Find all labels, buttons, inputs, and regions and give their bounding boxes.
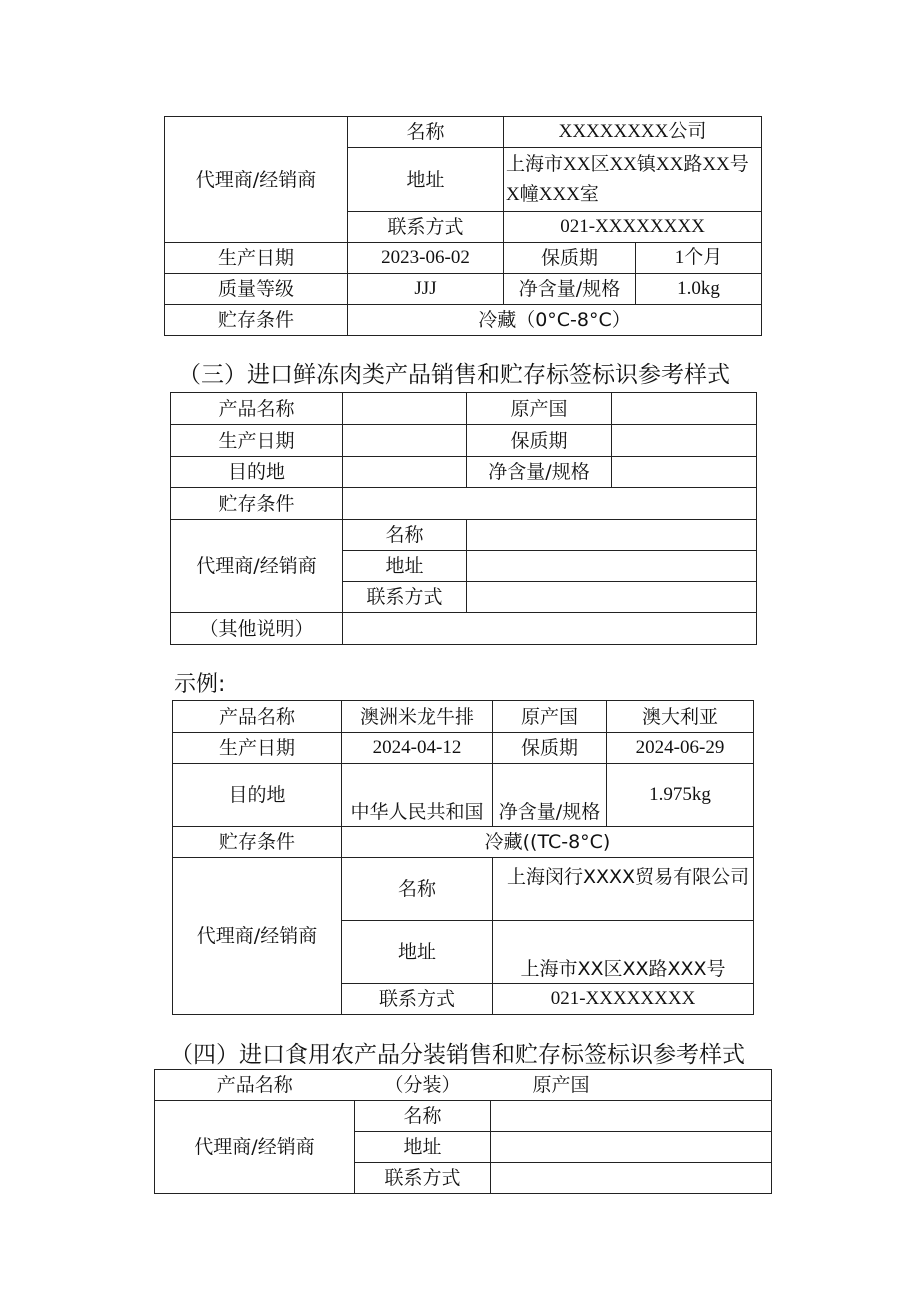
agent-label: 代理商/经销商 bbox=[155, 1101, 355, 1194]
other-notes-label: （其他说明） bbox=[171, 613, 343, 645]
contact-label: 联系方式 bbox=[348, 212, 504, 243]
example-label: 示例: bbox=[174, 672, 226, 697]
contact-value: 021-XXXXXXXX bbox=[504, 212, 762, 243]
contact-label: 联系方式 bbox=[343, 582, 467, 613]
section4-heading: （四）进口食用农产品分装销售和贮存标签标识参考样式 bbox=[170, 1042, 745, 1068]
address-value bbox=[467, 551, 757, 582]
product-name-label: 产品名称 bbox=[155, 1070, 355, 1101]
storage-value: 冷藏（0°C-8°C） bbox=[348, 305, 762, 336]
product-name-label: 产品名称 bbox=[173, 701, 342, 733]
name-value-text: 上海闵行XXXX贸易有限公司 bbox=[507, 866, 750, 888]
name-value bbox=[493, 858, 754, 921]
storage-label: 贮存条件 bbox=[171, 488, 343, 520]
shelf-life-value: 2024-06-29 bbox=[607, 733, 754, 764]
destination-value bbox=[343, 457, 467, 488]
origin-label: 原产国 bbox=[491, 1070, 772, 1101]
agent-label: 代理商/经销商 bbox=[171, 520, 343, 613]
shelf-life-value: 1个月 bbox=[636, 243, 762, 274]
address-label: 地址 bbox=[343, 551, 467, 582]
contact-label: 联系方式 bbox=[355, 1163, 491, 1194]
agent-label: 代理商/经销商 bbox=[165, 117, 348, 243]
section3-heading: （三）进口鲜冻肉类产品销售和贮存标签标识参考样式 bbox=[178, 362, 730, 388]
name-value bbox=[491, 1101, 772, 1132]
shelf-life-value bbox=[612, 425, 757, 457]
name-label: 名称 bbox=[355, 1101, 491, 1132]
destination-label: 目的地 bbox=[173, 764, 342, 827]
name-label: 名称 bbox=[348, 117, 504, 148]
shelf-life-label: 保质期 bbox=[493, 733, 607, 764]
production-date-value bbox=[343, 425, 467, 457]
address-label: 地址 bbox=[355, 1132, 491, 1163]
production-date-value: 2023-06-02 bbox=[348, 243, 504, 274]
origin-value: 澳大利亚 bbox=[607, 701, 754, 733]
contact-value bbox=[491, 1163, 772, 1194]
net-content-value: 1.975kg bbox=[607, 764, 754, 827]
net-content-value: 1.0kg bbox=[636, 274, 762, 305]
storage-value: 冷藏((TC-8°C) bbox=[342, 827, 754, 858]
meat-label-template-table bbox=[170, 392, 757, 645]
production-date-value: 2024-04-12 bbox=[342, 733, 493, 764]
net-content-label: 净含量/规格 bbox=[467, 457, 612, 488]
storage-label: 贮存条件 bbox=[173, 827, 342, 858]
contact-value: 021-XXXXXXXX bbox=[493, 984, 754, 1015]
storage-value bbox=[343, 488, 757, 520]
contact-value bbox=[467, 582, 757, 613]
address-value bbox=[491, 1132, 772, 1163]
split-label: （分装） bbox=[355, 1070, 491, 1101]
production-date-label: 生产日期 bbox=[165, 243, 348, 274]
product-name-value bbox=[343, 393, 467, 425]
product-name-value: 澳洲米龙牛排 bbox=[342, 701, 493, 733]
split-package-template-table bbox=[154, 1069, 772, 1194]
name-value: XXXXXXXX公司 bbox=[504, 117, 762, 148]
shelf-life-label: 保质期 bbox=[467, 425, 612, 457]
origin-label: 原产国 bbox=[467, 393, 612, 425]
name-label: 名称 bbox=[342, 858, 493, 921]
destination-label: 目的地 bbox=[171, 457, 343, 488]
name-label: 名称 bbox=[343, 520, 467, 551]
production-date-label: 生产日期 bbox=[173, 733, 342, 764]
grade-label: 质量等级 bbox=[165, 274, 348, 305]
storage-label: 贮存条件 bbox=[165, 305, 348, 336]
address-label: 地址 bbox=[348, 148, 504, 212]
production-date-label: 生产日期 bbox=[171, 425, 343, 457]
other-notes-value bbox=[343, 613, 757, 645]
destination-value: 中华人民共和国 bbox=[342, 764, 493, 827]
net-content-label: 净含量/规格 bbox=[493, 764, 607, 827]
name-value bbox=[467, 520, 757, 551]
shelf-life-label: 保质期 bbox=[504, 243, 636, 274]
address-value: 上海市XX区XX镇XX路XX号X幢XXX室 bbox=[504, 148, 762, 212]
address-label: 地址 bbox=[342, 921, 493, 984]
address-value: 上海市XX区XX路XXX号 bbox=[493, 921, 754, 984]
meat-label-example-table bbox=[172, 700, 754, 1015]
origin-value bbox=[612, 393, 757, 425]
agent-label: 代理商/经销商 bbox=[173, 858, 342, 1015]
contact-label: 联系方式 bbox=[342, 984, 493, 1015]
origin-label: 原产国 bbox=[493, 701, 607, 733]
product-name-label: 产品名称 bbox=[171, 393, 343, 425]
net-content-label: 净含量/规格 bbox=[504, 274, 636, 305]
agent-info-table bbox=[164, 116, 762, 336]
net-content-value bbox=[612, 457, 757, 488]
grade-value: JJJ bbox=[348, 274, 504, 305]
